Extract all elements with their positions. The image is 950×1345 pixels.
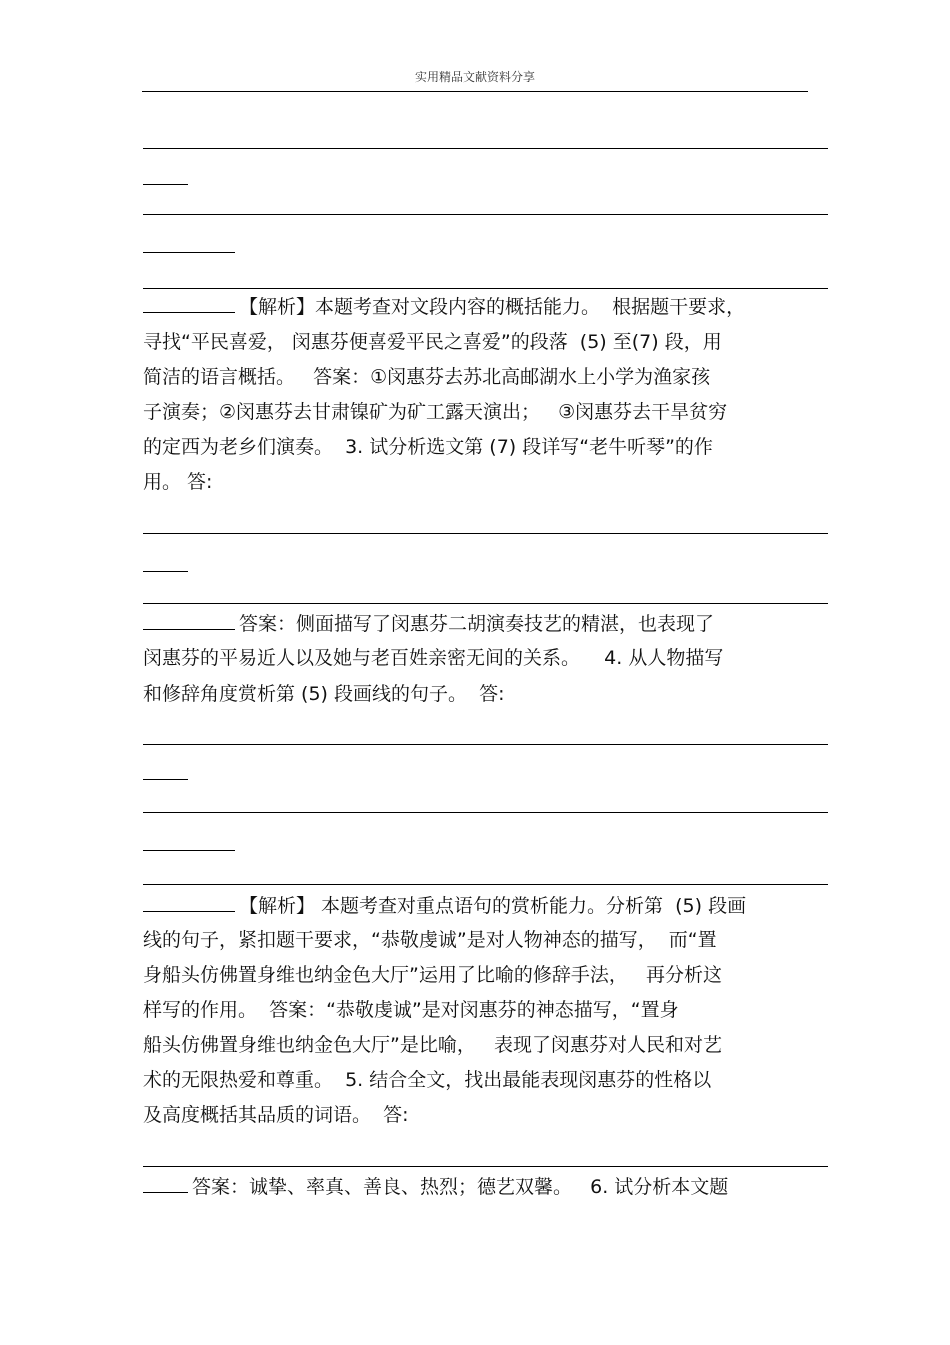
line-text: 的定西为老乡们演奏。 3. 试分析选文第 (7) 段详写“老牛听琴”的作	[143, 436, 713, 458]
inline-answer-blank	[143, 1191, 188, 1193]
paragraph-line	[143, 1103, 408, 1127]
answer-blank-line	[143, 744, 828, 745]
inline-answer-blank	[143, 628, 235, 630]
line-text: 寻找“平民喜爱， 闵惠芬便喜爱平民之喜爱”的段落 (5) 至(7) 段，用	[143, 331, 722, 353]
answer-blank-line	[143, 533, 828, 534]
header-divider	[142, 91, 808, 92]
line-text: 样写的作用。 答案：“恭敬虔诚”是对闵惠芬的神态描写，“置身	[143, 999, 679, 1021]
answer-blank-line	[143, 779, 188, 780]
answer-blank-line	[143, 571, 188, 572]
line-text: 答案：诚挚、率真、善良、热烈；德艺双馨。 6. 试分析本文题	[192, 1176, 729, 1198]
paragraph-line	[143, 1068, 711, 1092]
line-text: 子演奏；②闵惠芬去甘肃镍矿为矿工露天演出； ③闵惠芬去干旱贫穷	[143, 401, 728, 423]
paragraph-line	[143, 646, 723, 670]
paragraph-line	[143, 435, 713, 459]
paragraph-line	[143, 400, 727, 424]
answer-blank-line	[143, 214, 828, 215]
line-text: 【解析】 本题考查对重点语句的赏析能力。分析第 (5) 段画	[239, 895, 747, 917]
answer-blank-line	[143, 1166, 828, 1167]
line-text: 术的无限热爱和尊重。 5. 结合全文，找出最能表现闵惠芬的性格以	[143, 1069, 712, 1091]
answer-blank-line	[143, 603, 828, 604]
answer-blank-line	[143, 812, 828, 813]
line-text: 船头仿佛置身维也纳金色大厅”是比喻， 表现了闵惠芬对人民和对艺	[143, 1034, 722, 1056]
line-text: 答案：侧面描写了闵惠芬二胡演奏技艺的精湛，也表现了	[239, 613, 715, 635]
paragraph-line	[143, 928, 717, 952]
line-text: 【解析】本题考查对文段内容的概括能力。 根据题干要求，	[239, 296, 746, 318]
line-text: 闵惠芬的平易近人以及她与老百姓亲密无间的关系。 4. 从人物描写	[143, 647, 724, 669]
paragraph-line	[143, 295, 745, 319]
paragraph-line	[143, 330, 722, 354]
paragraph-line	[143, 894, 746, 918]
answer-blank-line	[143, 184, 188, 185]
answer-blank-line	[143, 252, 235, 253]
paragraph-line	[143, 1033, 722, 1057]
answer-blank-line	[143, 850, 235, 851]
paragraph-line	[143, 998, 679, 1022]
line-text: 简洁的语言概括。 答案：①闵惠芬去苏北高邮湖水上小学为渔家孩	[143, 366, 711, 388]
line-text: 身船头仿佛置身维也纳金色大厅”运用了比喻的修辞手法， 再分析这	[143, 964, 722, 986]
page-header-title: 实用精品文献资料分享	[414, 70, 535, 84]
line-text: 和修辞角度赏析第 (5) 段画线的句子。 答:	[143, 683, 505, 705]
paragraph-line	[143, 365, 710, 389]
line-text: 及高度概括其品质的词语。 答:	[143, 1104, 409, 1126]
paragraph-line	[143, 682, 504, 706]
paragraph-line	[143, 1175, 728, 1199]
answer-blank-line	[143, 884, 828, 885]
line-text: 线的句子，紧扣题干要求，“恭敬虔诚”是对人物神态的描写， 而“置	[143, 929, 717, 951]
paragraph-line	[143, 470, 212, 494]
inline-answer-blank	[143, 910, 235, 912]
inline-answer-blank	[143, 311, 235, 313]
paragraph-line	[143, 963, 722, 987]
paragraph-line	[143, 612, 714, 636]
line-text: 用。 答:	[143, 471, 213, 493]
answer-blank-line	[143, 288, 828, 289]
answer-blank-line	[143, 148, 828, 149]
